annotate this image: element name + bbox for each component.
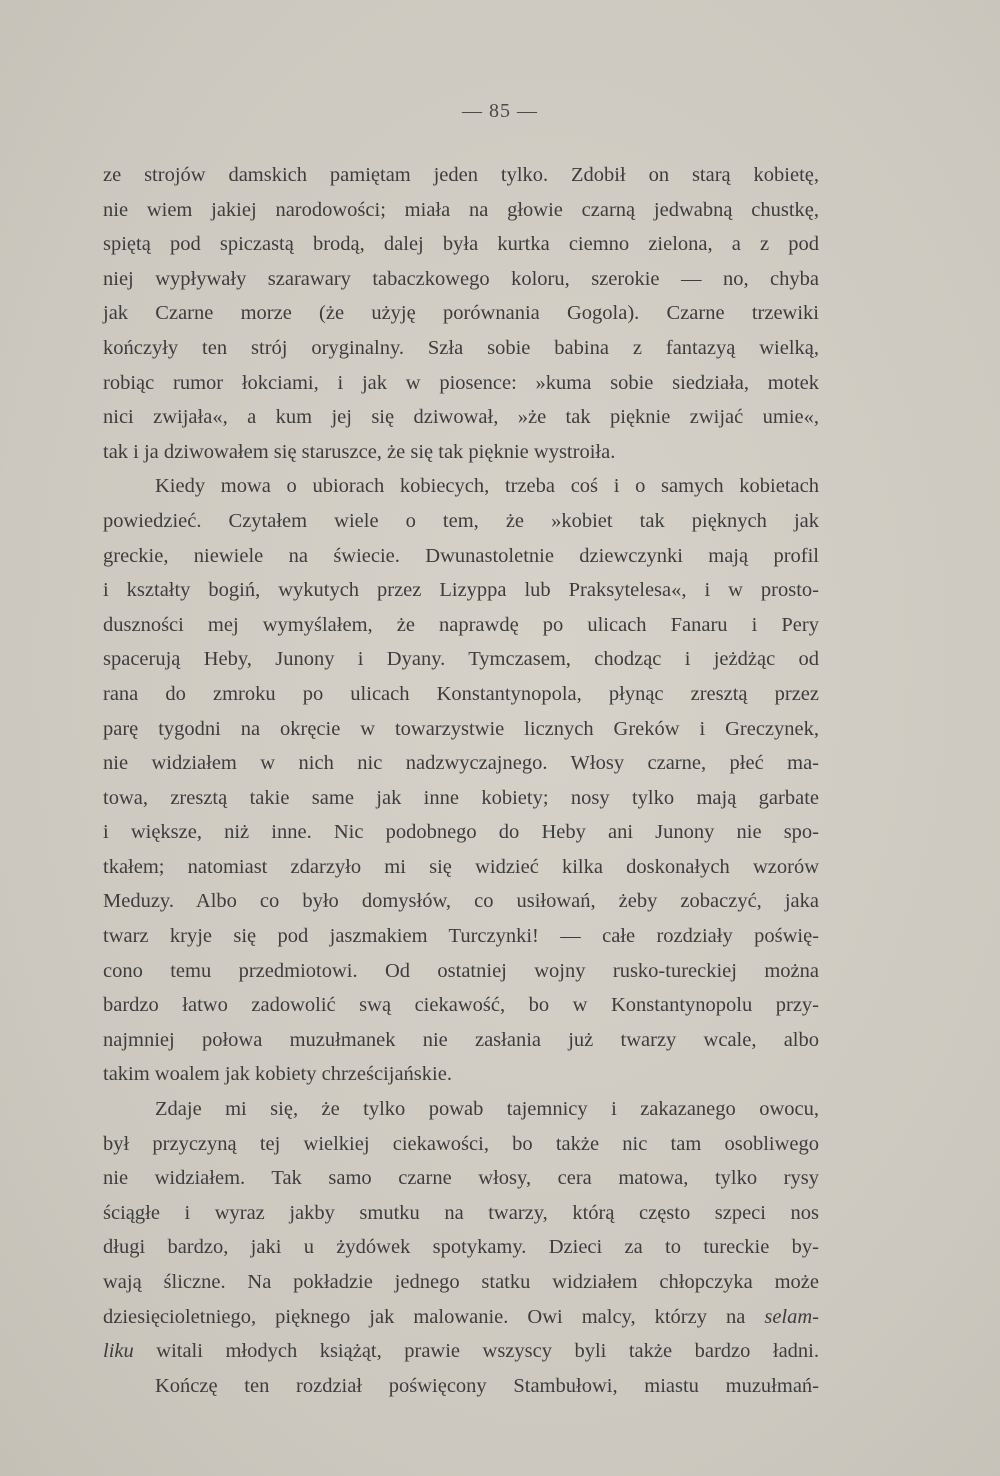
body-text bbox=[103, 158, 819, 1403]
text-line: tkałem; natomiast zdarzyło mi się widzieć kilka doskonałych wzorów bbox=[103, 855, 819, 878]
text-line: nie widziałem. Tak samo czarne włosy, cera matowa, tylko rysy bbox=[103, 1167, 819, 1190]
text-line: ściągłe i wyraz jakby smutku na twarzy, którą często szpeci nos bbox=[103, 1201, 819, 1224]
text-line: Meduzy. Albo co było domysłów, co usiłowań, żeby zobaczyć, jaka bbox=[103, 890, 819, 913]
text-line: spacerują Heby, Junony i Dyany. Tymczasem, chodząc i jeżdżąc od bbox=[103, 648, 819, 671]
text-line: nici zwijała«, a kum jej się dziwował, »że tak pięknie zwijać umie«, bbox=[103, 406, 819, 429]
text-line: niej wypływały szarawary tabaczkowego koloru, szerokie — no, chyba bbox=[103, 267, 819, 290]
text-line bbox=[103, 1334, 819, 1369]
text-line: towa, zresztą takie same jak inne kobiety; nosy tylko mają garbate bbox=[103, 786, 819, 809]
text-line: ze strojów damskich pamiętam jeden tylko. Zdobił on starą kobietę, bbox=[103, 164, 819, 186]
page-number: — 85 — bbox=[462, 100, 538, 122]
italic-word: selam- bbox=[764, 1305, 820, 1328]
text-line: nie widziałem w nich nic nadzwyczajnego. Włosy czarne, płeć ma- bbox=[103, 752, 819, 775]
text-line: i większe, niż inne. Nic podobnego do Heby ani Junony nie spo- bbox=[103, 821, 819, 844]
text-line: jak Czarne morze (że użyję porównania Gogola). Czarne trzewiki bbox=[103, 302, 819, 325]
text-line bbox=[103, 1300, 819, 1335]
text-line: nie wiem jakiej narodowości; miała na głowie czarną jedwabną chustkę, bbox=[103, 198, 819, 221]
text-line: takim woalem jak kobiety chrześcijańskie. bbox=[103, 1063, 452, 1086]
text-line: długi bardzo, jaki u żydówek spotykamy. Dzieci za to tureckie by- bbox=[103, 1236, 819, 1259]
text-fragment: dziesięcioletniego, pięknego jak malowanie. Owi malcy, którzy na bbox=[103, 1305, 746, 1328]
text-line: spiętą pod spiczastą brodą, dalej była kurtka ciemno zielona, a z pod bbox=[103, 233, 819, 256]
text-line: był przyczyną tej wielkiej ciekawości, bo także nic tam osobliwego bbox=[103, 1132, 819, 1155]
text-line: parę tygodni na okręcie w towarzystwie licznych Greków i Greczynek, bbox=[103, 717, 819, 740]
text-line: Kończę ten rozdział poświęcony Stambułowi, miastu muzułmań- bbox=[155, 1374, 819, 1397]
text-line: bardzo łatwo zadowolić swą ciekawość, bo w Konstantynopolu przy- bbox=[103, 994, 819, 1017]
text-line: najmniej połowa muzułmanek nie zasłania już twarzy wcale, albo bbox=[103, 1028, 819, 1051]
text-line: Kiedy mowa o ubiorach kobiecych, trzeba coś i o samych kobietach bbox=[155, 475, 819, 498]
text-line: powiedzieć. Czytałem wiele o tem, że »kobiet tak pięknych jak bbox=[103, 509, 819, 532]
text-line: cono temu przedmiotowi. Od ostatniej wojny rusko-tureckiej można bbox=[103, 959, 819, 982]
text-line: duszności mej wymyślałem, że naprawdę po ulicach Fanaru i Pery bbox=[103, 613, 819, 636]
text-line: wają śliczne. Na pokładzie jednego statku widziałem chłopczyka może bbox=[103, 1271, 819, 1293]
text-line: rana do zmroku po ulicach Konstantynopola, płynąc zresztą przez bbox=[103, 682, 819, 705]
text-line: greckie, niewiele na świecie. Dwunastoletnie dziewczynki mają profil bbox=[103, 544, 819, 567]
text-line: kończyły ten strój oryginalny. Szła sobie babina z fantazyą wielką, bbox=[103, 336, 819, 359]
text-line: i kształty bogiń, wykutych przez Lizyppa lub Praksytelesa«, i w prosto- bbox=[103, 579, 819, 602]
text-line: twarz kryje się pod jaszmakiem Turczynki! — całe rozdziały poświę- bbox=[103, 925, 819, 948]
text-line: Zdaje mi się, że tylko powab tajemnicy i zakazanego owocu, bbox=[155, 1098, 819, 1121]
text-fragment: witali młodych książąt, prawie wszyscy byli także bardzo ładni. bbox=[156, 1340, 820, 1363]
italic-word: liku bbox=[103, 1340, 134, 1363]
text-line: robiąc rumor łokciami, i jak w piosence: »kuma sobie siedziała, motek bbox=[103, 371, 819, 394]
text-line: tak i ja dziwowałem się staruszce, że się tak pięknie wystroiła. bbox=[103, 440, 616, 463]
